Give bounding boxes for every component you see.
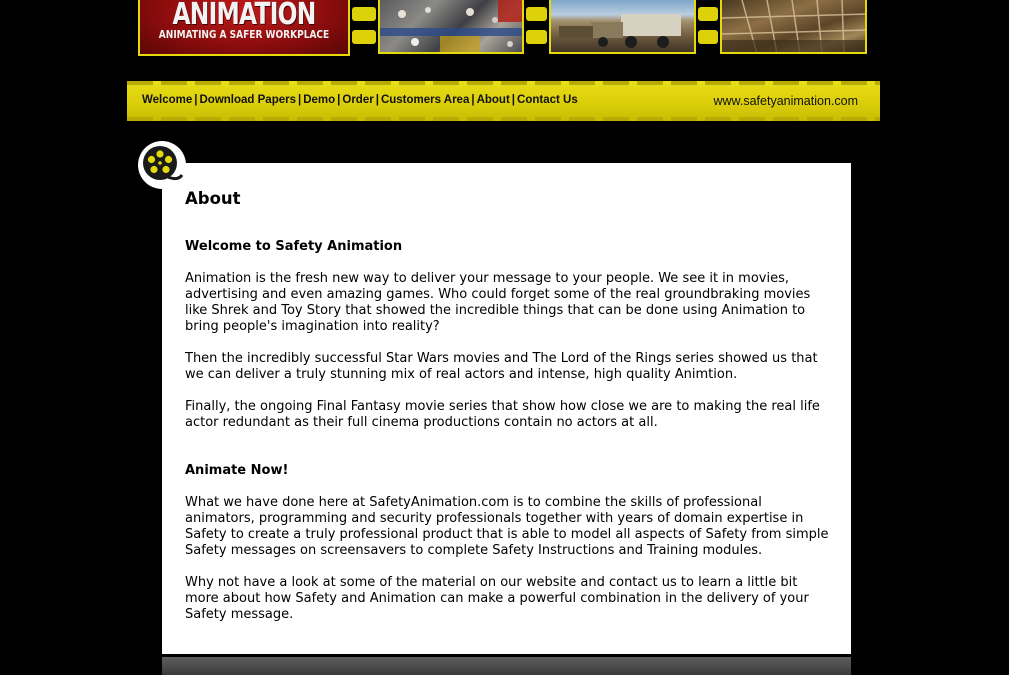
nav-link-welcome[interactable]: Welcome bbox=[142, 94, 193, 106]
crowd-scene-image bbox=[380, 0, 524, 54]
nav-link-customers-area[interactable]: Customers Area bbox=[380, 94, 470, 106]
logo-title: ANIMATION bbox=[172, 0, 316, 32]
banner-stripe bbox=[352, 7, 376, 21]
nav-link-order[interactable]: Order bbox=[342, 94, 374, 106]
banner-photo-crowd bbox=[378, 0, 524, 54]
content-panel bbox=[162, 163, 851, 654]
paragraph: Animation is the fresh new way to deliver your message to your people. We see it in movies, advertising and even amazing games. Who could forget some of the real groundbraking movies like Shrek and Toy Story that showed the incredible things that can be done using Animation to bring people's imagination into reality? bbox=[185, 271, 811, 334]
banner-stripe bbox=[526, 30, 547, 44]
banner-stripe bbox=[352, 30, 376, 44]
nav-link-demo[interactable]: Demo bbox=[303, 94, 336, 106]
banner-photo-construction bbox=[720, 0, 867, 54]
nav-separator: | bbox=[298, 94, 302, 106]
site-logo[interactable] bbox=[138, 0, 350, 56]
banner-stripe bbox=[526, 7, 547, 21]
nav-separator: | bbox=[471, 94, 475, 106]
main-navigation bbox=[127, 81, 880, 121]
header-banner bbox=[0, 0, 1009, 60]
nav-link-about[interactable]: About bbox=[476, 94, 510, 106]
nav-link-download-papers[interactable]: Download Papers bbox=[199, 94, 296, 106]
paragraph: What we have done here at SafetyAnimation.com is to combine the skills of professional animators, programming and security professionals together with years of domain expertise in Safety to create a truly professional product that is able to model all aspects of Safety from simple Safety messages on screensavers to complete Safety Instructions and Training modules. bbox=[185, 495, 829, 558]
section-heading-animate-now: Animate Now! bbox=[185, 463, 289, 478]
banner-photo-truck bbox=[549, 0, 696, 54]
nav-separator: | bbox=[375, 94, 379, 106]
banner-stripe bbox=[698, 30, 718, 44]
paragraph: Why not have a look at some of the material on our website and contact us to learn a little bit more about how Safety and Animation can make a powerful combination in the delivery of your Safety message. bbox=[185, 575, 809, 622]
section-heading-welcome: Welcome to Safety Animation bbox=[185, 239, 403, 254]
page-title: About bbox=[185, 189, 241, 208]
nav-links bbox=[142, 94, 578, 106]
nav-separator: | bbox=[511, 94, 516, 106]
banner-stripe bbox=[698, 7, 718, 21]
paragraph: Then the incredibly successful Star Wars movies and The Lord of the Rings series showed us that we can deliver a truly stunning mix of real actors and intense, high quality Animtion. bbox=[185, 351, 818, 382]
film-reel-icon bbox=[138, 141, 186, 189]
nav-separator: | bbox=[194, 94, 198, 106]
logo-tagline: ANIMATING A SAFER WORKPLACE bbox=[158, 28, 330, 41]
paragraph: Finally, the ongoing Final Fantasy movie series that show how close we are to making the real life actor redundant as their full cinema productions contain no actors at all. bbox=[185, 399, 820, 430]
nav-link-contact-us[interactable]: Contact Us bbox=[517, 94, 578, 106]
dump-truck-image bbox=[551, 0, 696, 54]
site-url: www.safetyanimation.com bbox=[713, 94, 858, 108]
film-reel-graphic bbox=[138, 141, 186, 189]
nav-separator: | bbox=[337, 94, 341, 106]
footer-bar bbox=[162, 657, 851, 675]
construction-site-image bbox=[722, 0, 867, 54]
